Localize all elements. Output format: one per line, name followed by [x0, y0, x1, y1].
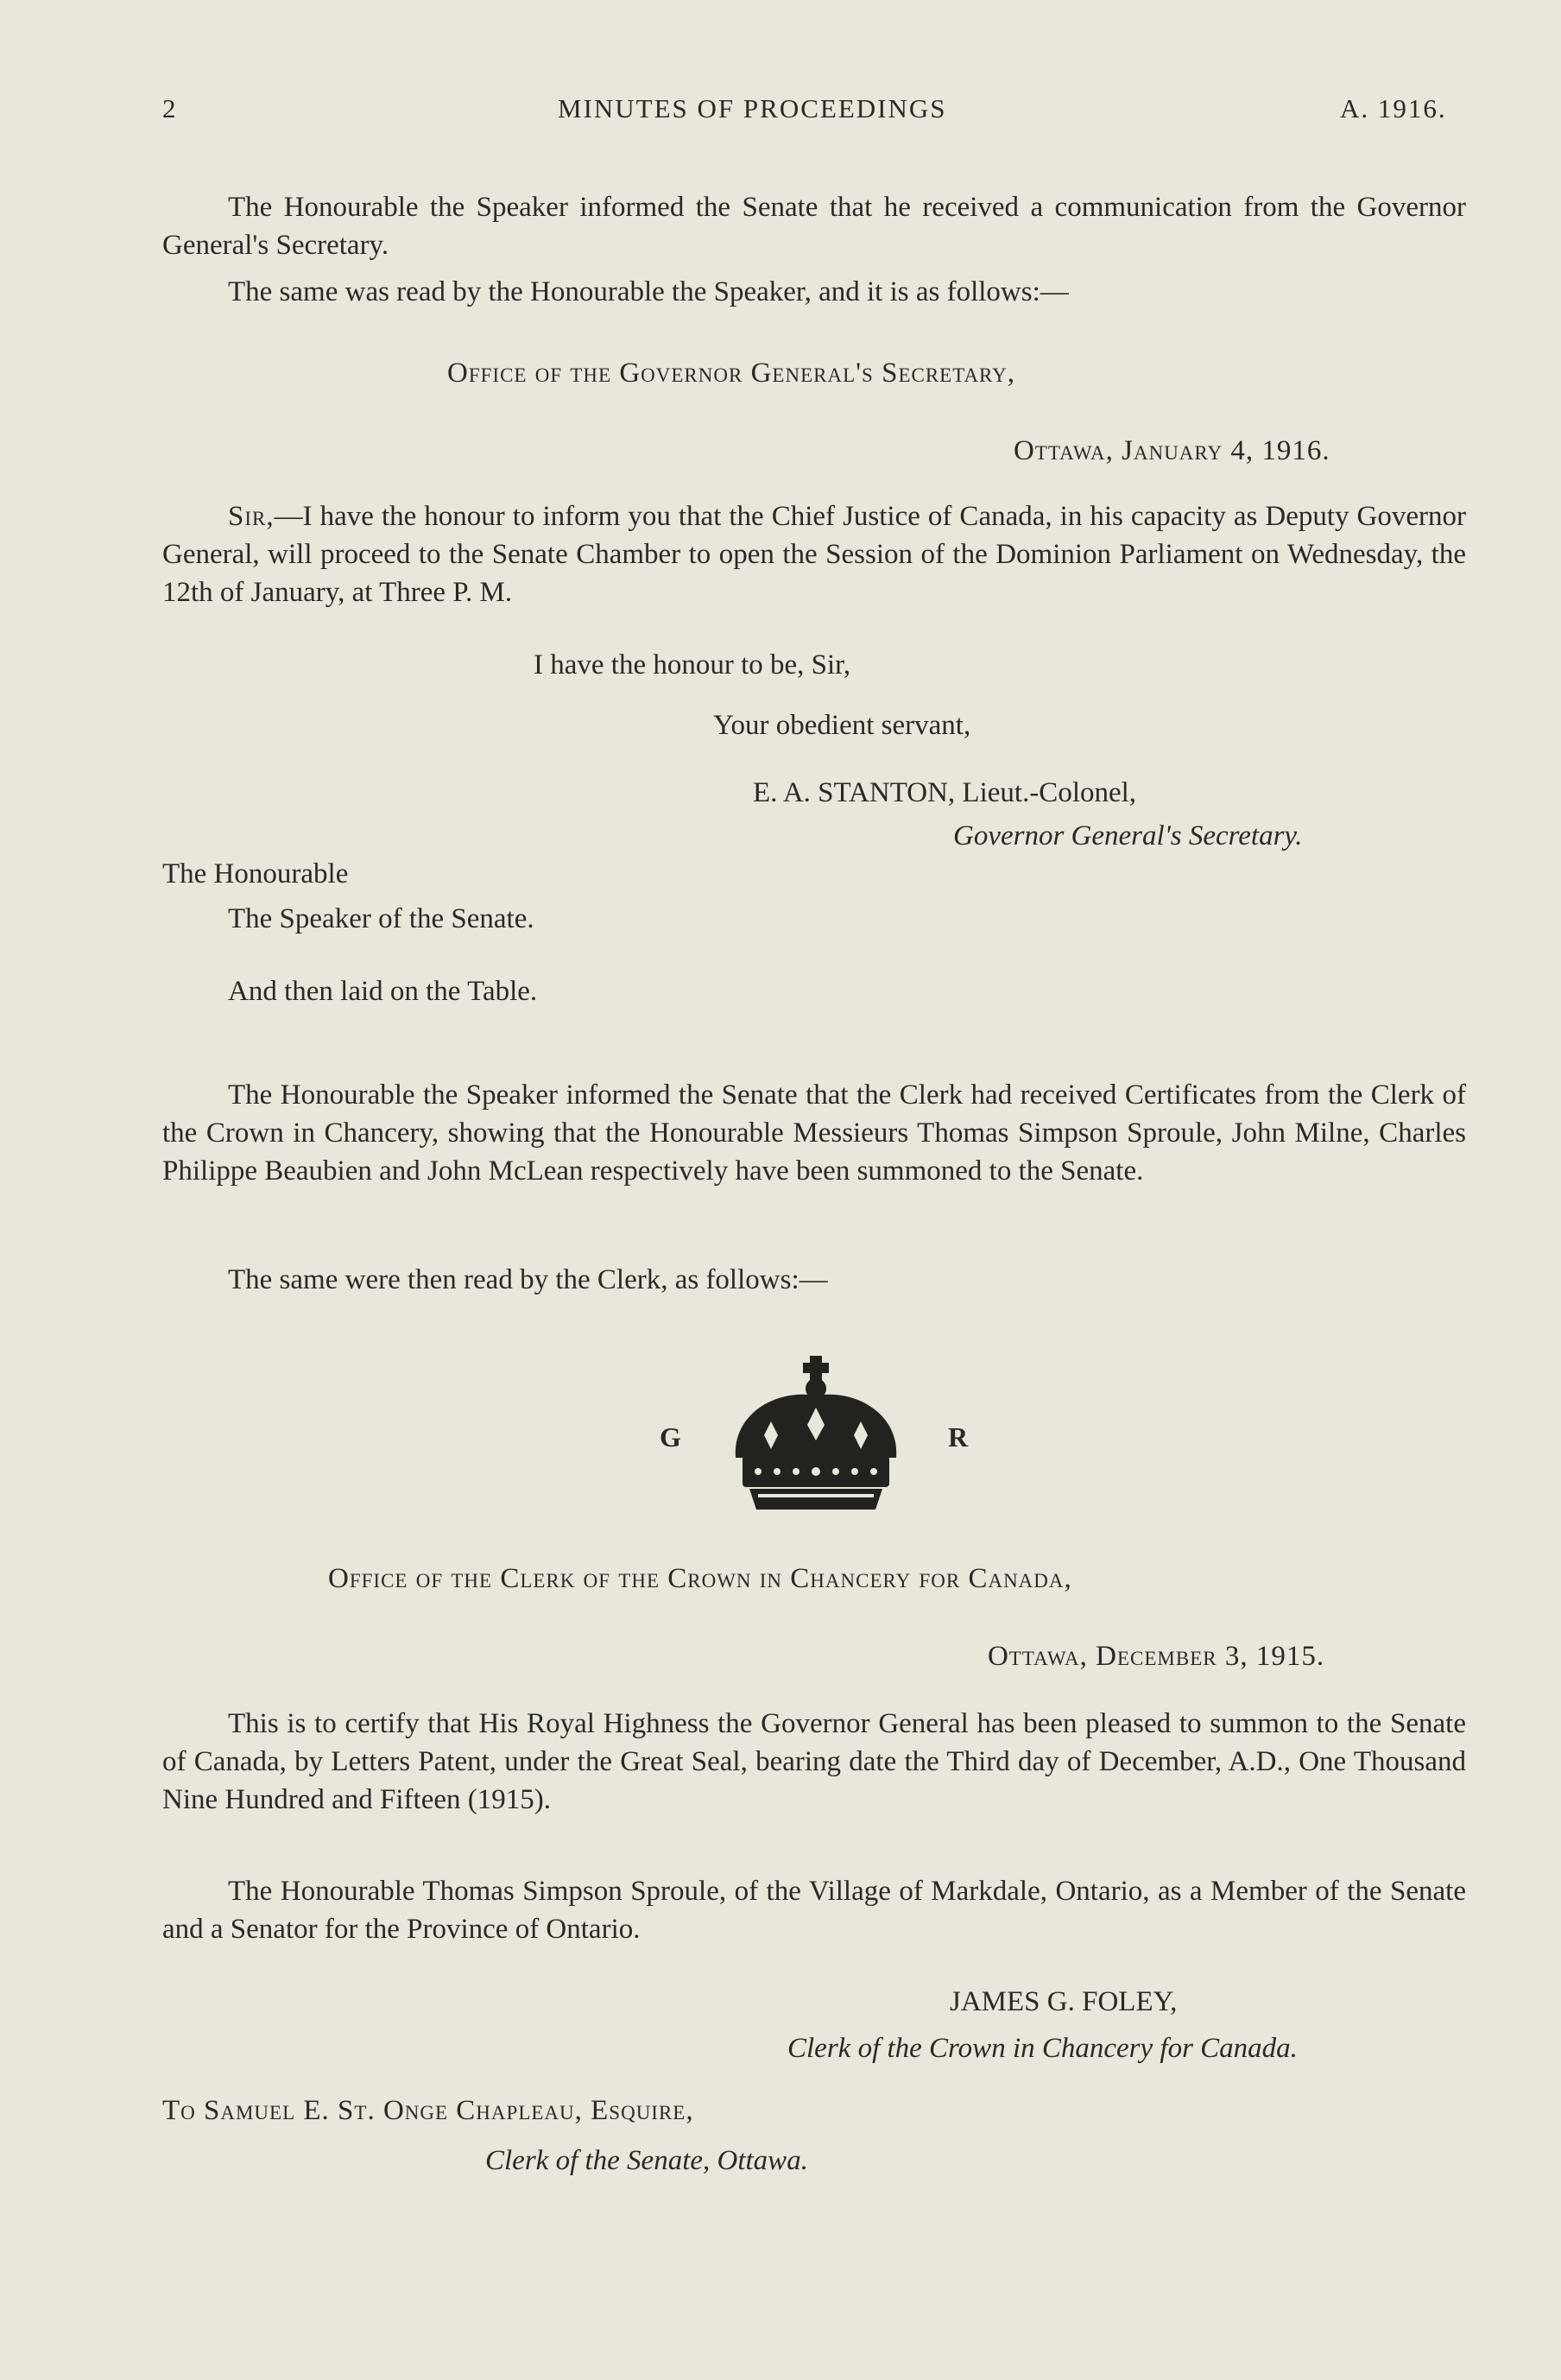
recipient-title: Clerk of the Senate, Ottawa. [485, 2145, 808, 2176]
running-title: MINUTES OF PROCEEDINGS [558, 93, 947, 123]
session-year: A. 1916. [1340, 93, 1447, 123]
member-paragraph: The Honourable Thomas Simpson Sproule, of the Village of Markdale, Ontario, as a Member of the Senate and a Senator for the Province of Ontario. [162, 1876, 1466, 1945]
page-number: 2 [162, 93, 178, 123]
certificates-intro-paragraph: The Honourable the Speaker informed the Senate that the Clerk had received Certificates from the Clerk of the Crown in Chancery, showing that the Honourable Messieurs Thomas Simpson Sproule, John Milne, Charles Philippe Beaubien and John McLean respectively have been summoned to the Senate. [162, 1079, 1466, 1187]
addressee-line-1: The Honourable [162, 858, 349, 889]
office-heading-clerk-crown: Office of the Clerk of the Crown in Chancery for Canada, [328, 1563, 1072, 1594]
recipient-line: To Samuel E. St. Onge Chapleau, Esquire, [162, 2095, 694, 2126]
addressee-line-2: The Speaker of the Senate. [228, 903, 534, 934]
certificate-date-line: Ottawa, December 3, 1915. [988, 1641, 1325, 1672]
letter-signature: E. A. STANTON, Lieut.-Colonel, [753, 777, 1137, 808]
letter-signature-title: Governor General's Secretary. [953, 820, 1303, 851]
speaker-intro-paragraph: The Honourable the Speaker informed the Senate that he received a communication from the Governor General's Secretary. [162, 192, 1466, 261]
tabled-line: And then laid on the Table. [228, 976, 538, 1007]
read-line: The same was read by the Honourable the Speaker, and it is as follows:— [228, 276, 1069, 307]
certify-paragraph: This is to certify that His Royal Highness the Governor General has been pleased to summon to the Senate of Canada, by Letters Patent, under the Great Seal, bearing date the Third day of December, A.D., One Thousand Nine Hundred and Fifteen (1915). [162, 1708, 1466, 1815]
clerk-read-line: The same were then read by the Clerk, as follows:— [228, 1264, 828, 1295]
letter-closing-servant: Your obedient servant, [713, 710, 971, 741]
certificate-signature: JAMES G. FOLEY, [950, 1986, 1178, 2017]
royal-cypher-left-letter: G [660, 1421, 681, 1453]
letter-date-line: Ottawa, January 4, 1916. [1014, 435, 1330, 466]
crown-icon [724, 1354, 908, 1523]
office-heading-governor-secretary: Office of the Governor General's Secretary, [447, 358, 1015, 389]
royal-cypher-right-letter: R [948, 1421, 969, 1453]
letter-body: Sir,—I have the honour to inform you that the Chief Justice of Canada, in his capacity as Deputy Governor General, will proceed to the Senate Chamber to open the Session of the Dominion Parliament on Wednesday, the 12th of January, at Three P. M. [162, 501, 1466, 608]
certificate-signature-title: Clerk of the Crown in Chancery for Canada. [787, 2033, 1298, 2064]
letter-closing-line: I have the honour to be, Sir, [534, 649, 851, 680]
letter-salutation: Sir, [228, 501, 275, 532]
